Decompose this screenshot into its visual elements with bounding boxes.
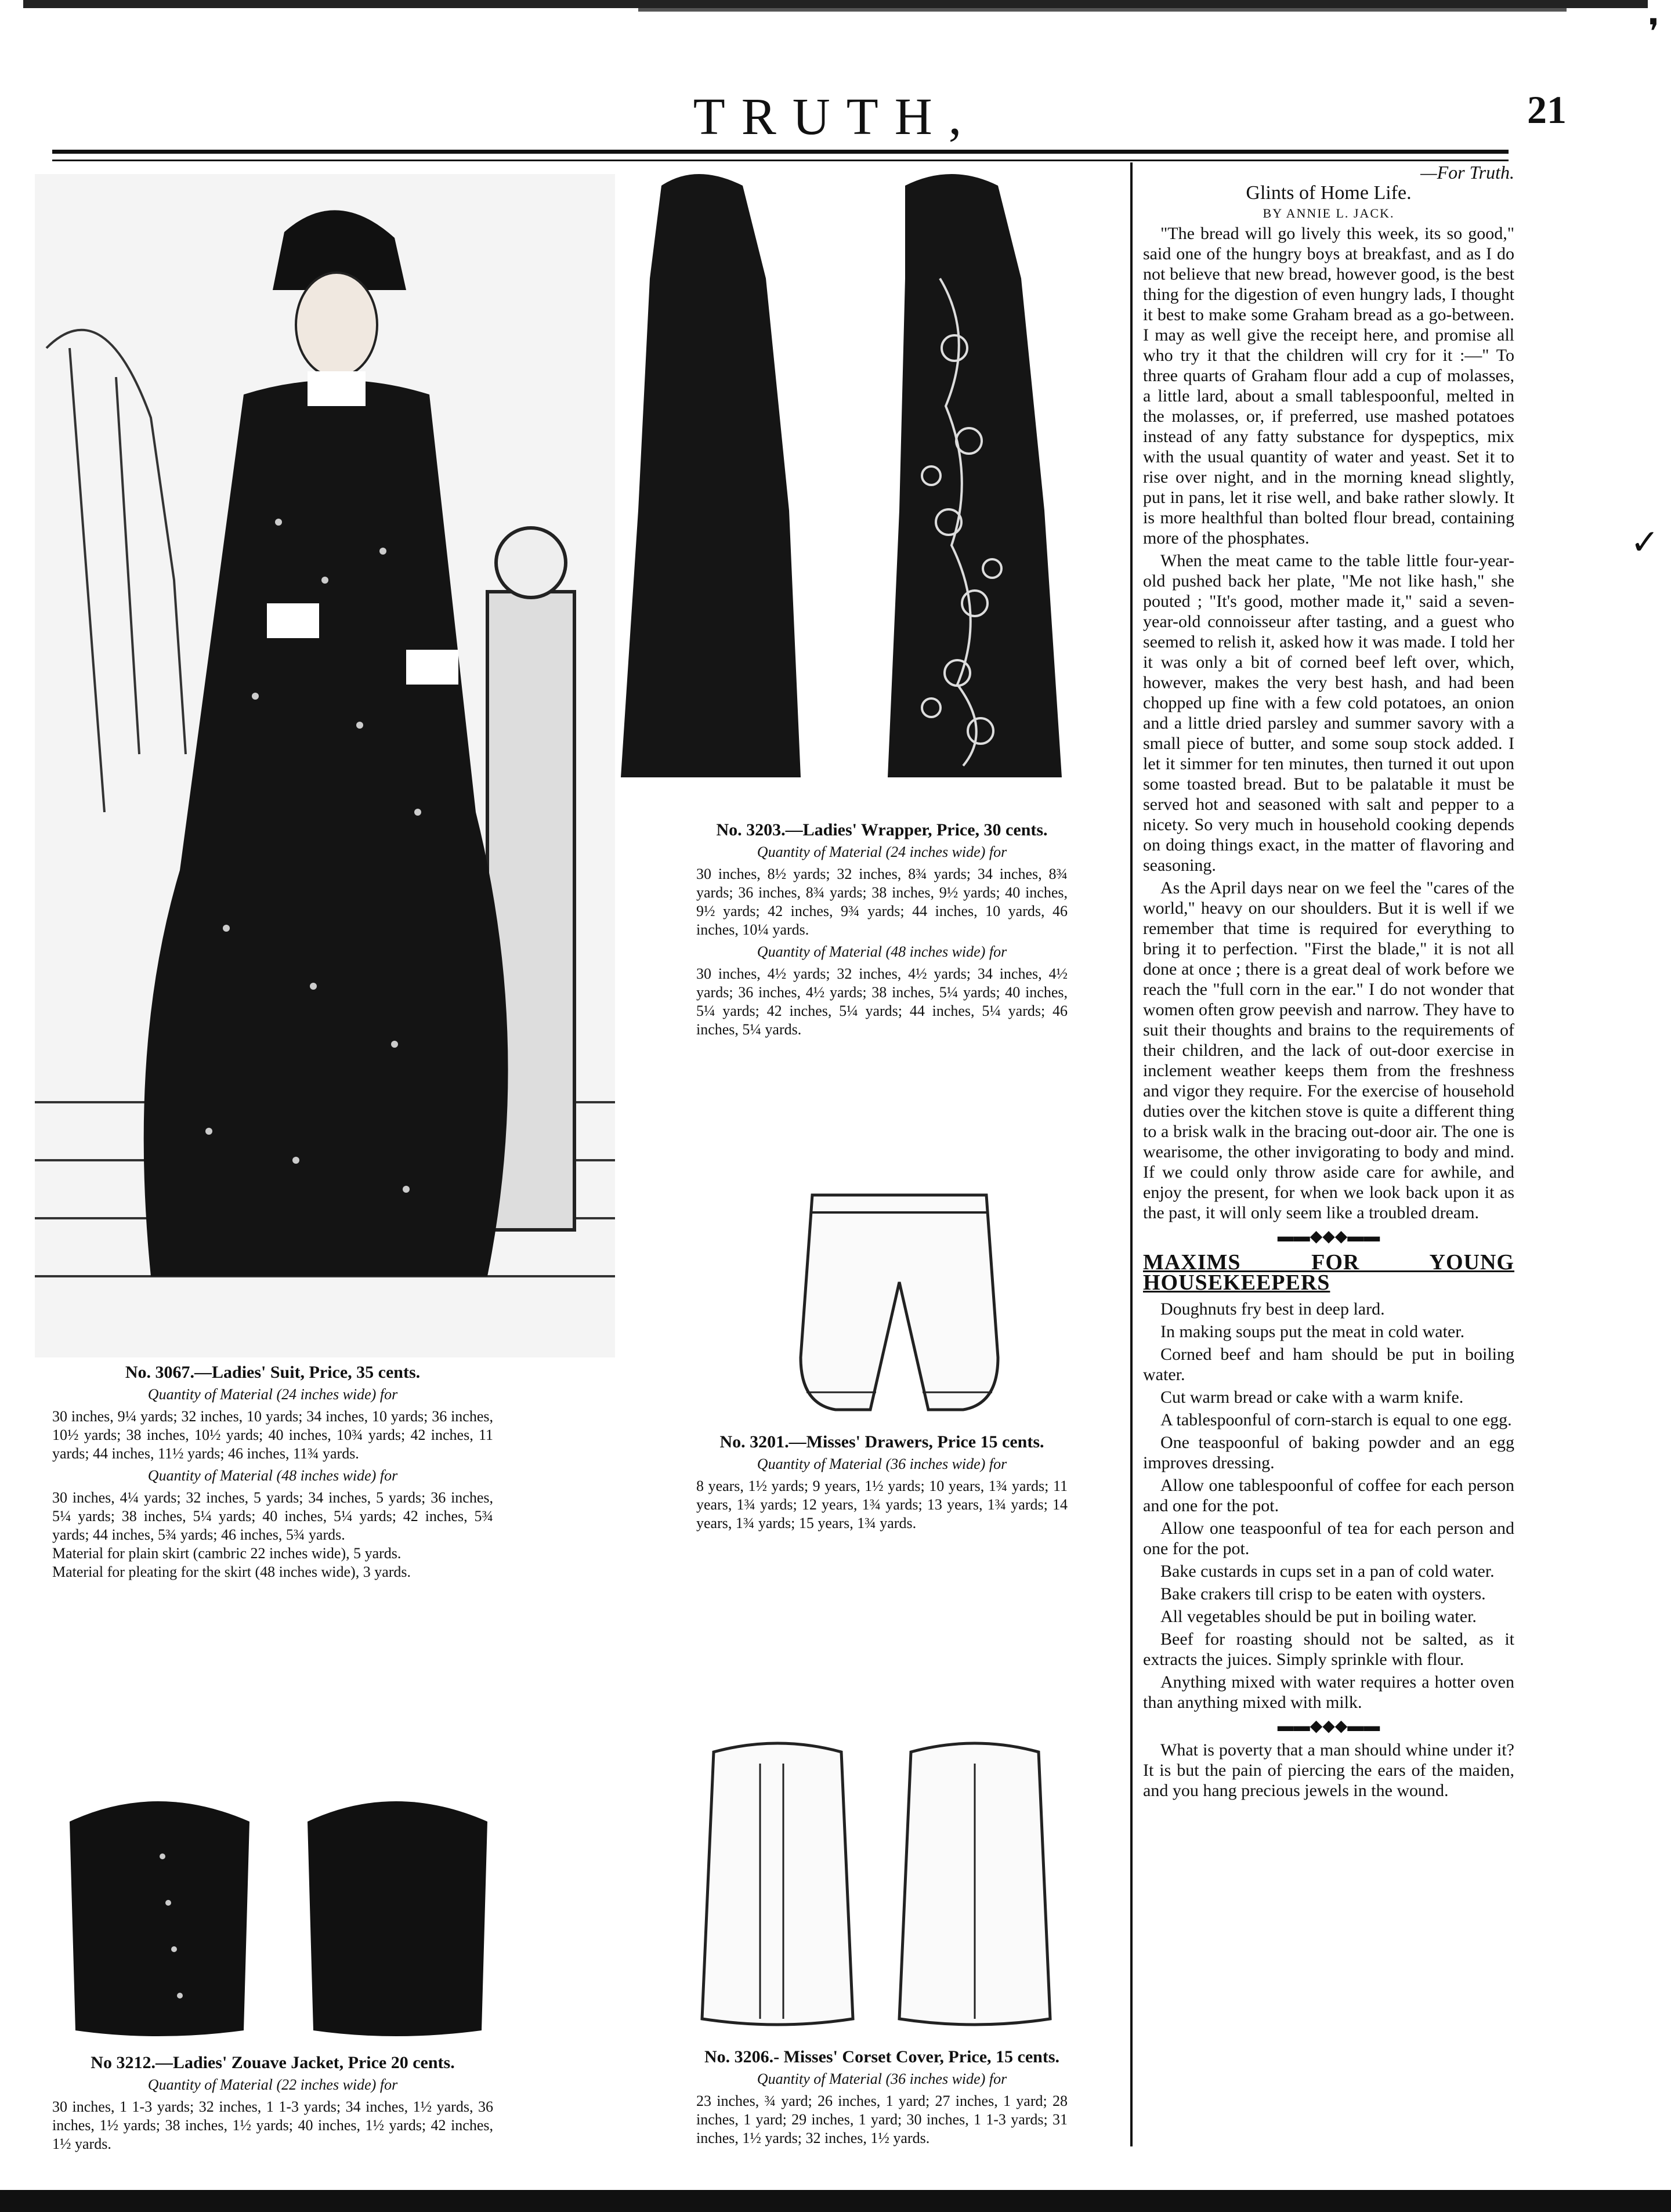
header-rule-thin: [52, 160, 1509, 161]
ladies-suit-qty2: Quantity of Material (48 inches wide) for: [147, 1467, 398, 1484]
maxims-heading: MAXIMS FOR YOUNG HOUSEKEEPERS: [1143, 1250, 1514, 1295]
maxim-item: Beef for roasting should not be salted, as it extracts the juices. Simply sprinkle with flour.: [1143, 1630, 1514, 1669]
article-paragraph-2: When the meat came to the table little four-year-old pushed back her plate, "Me not like hash," she pouted ; "It's good, mother made it," said a seven-year-old connoisseur after tasting, and a guest who seemed to relish it, asked how it was made. I told her it was only a bit of corned beef left over, which, however, makes the very best hash, and had been chopped up fine with a few cold potatoes, an onion and a little dried parsley and summer savory with a small piece of butter, and some soup stock added. I let it simmer for ten minutes, then turned it out upon some toasted bread. But to be palatable it must be served hot and seasoned with salt and pepper to a nicety. So very much in household cooking depends on doing things exact, in the matter of flavoring and seasoning.: [1143, 551, 1514, 875]
misses-drawers-body1: 8 years, 1½ yards; 9 years, 1½ yards; 10 years, 1¾ yards; 11 years, 1¾ yards; 12 years, 1¾ yards; 13 years, 1¾ yards; 14 years, 1¾ yards; 15 years, 1¾ yards.: [696, 1478, 1068, 1532]
top-border: [23, 0, 1648, 8]
maxim-item: Doughnuts fry best in deep lard.: [1160, 1299, 1385, 1319]
ladies-wrapper-illustration: [615, 162, 1131, 818]
maxim-item: Anything mixed with water requires a hotter oven than anything mixed with milk.: [1143, 1672, 1514, 1712]
ladies-suit-body2: 30 inches, 4¼ yards; 32 inches, 5 yards; 34 inches, 5 yards; 36 inches, 5¼ yards; 38 inches, 5¼ yards; 40 inches, 5¼ yards; 42 inches, 5¾ yards; 44 inches, 5¾ yards; 46 inches, 5¾ yards.: [52, 1489, 493, 1543]
closing-paragraph: What is poverty that a man should whine under it? It is but the pain of piercing the ears of the maiden, and you hang precious jewels in the wound.: [1143, 1740, 1514, 1800]
zouave-jacket-body1: 30 inches, 1 1-3 yards; 32 inches, 1 1-3 yards; 34 inches, 1½ yards, 36 inches, 1½ yards; 38 inches, 1½ yards; 40 inches, 1½ yards; 42 inches, 1½ yards.: [52, 2098, 493, 2152]
article-paragraph-3: As the April days near on we feel the "cares of the world," heavy on our shoulders. But it is well if we remember that time is required for everything to bring it to perfection. "First the blade," it is not all done at once ; there is a great deal of work before we reach the "full corn in the ear." I do not wonder that women often grow peevish and narrow. They have to suit their thoughts and brains to the requirements of their children, and the lack of out-door exercise in inclement weather keeps them from the freshness and vigor they require. For the exercise of household duties over the kitchen stove is quite a different thing to a brisk walk in the bracing out-door air. The one is wearisome, the other invigorating to body and mind. If we could only throw aside care for awhile, and enjoy the present, for when we look back upon it as the past, it will only seem like a troubled dream.: [1143, 878, 1514, 1222]
ladies-wrapper-qty1: Quantity of Material (24 inches wide) for: [757, 843, 1007, 860]
ladies-wrapper-title: No. 3203.—Ladies' Wrapper, Price, 30 cents.: [716, 820, 1048, 839]
corset-cover-caption: [696, 2048, 1068, 2148]
top-border-2: [638, 8, 1567, 12]
maxim-item: Allow one teaspoonful of tea for each person and one for the pot.: [1143, 1519, 1514, 1558]
misses-drawers-caption: [696, 1433, 1068, 1533]
zouave-jacket-title: No 3212.—Ladies' Zouave Jacket, Price 20 cents.: [91, 2053, 455, 2072]
ornament-divider: ▬▬◆◆◆▬▬: [1277, 1228, 1380, 1246]
ladies-suit-title: No. 3067.—Ladies' Suit, Price, 35 cents.: [125, 1363, 421, 1382]
masthead: TRUTH,: [693, 88, 978, 146]
margin-mark: ❜: [1648, 13, 1659, 51]
right-column: [1143, 162, 1514, 1803]
maxim-item: Bake crakers till crisp to be eaten with oysters.: [1160, 1584, 1486, 1603]
misses-drawers-title: No. 3201.—Misses' Drawers, Price 15 cents.: [719, 1432, 1044, 1451]
ladies-suit-illustration: [35, 174, 615, 1357]
ladies-suit-body1: 30 inches, 9¼ yards; 32 inches, 10 yards; 34 inches, 10 yards; 36 inches, 10½ yards; 38 inches, 10½ yards; 40 inches, 10¾ yards; 42 inches, 11 yards; 44 inches, 11½ yards; 46 inches, 11¾ yards.: [52, 1408, 493, 1462]
header-rule: [52, 150, 1509, 154]
zouave-jacket-caption: [52, 2054, 493, 2153]
ornament-divider-2: ▬▬◆◆◆▬▬: [1277, 1717, 1380, 1735]
maxim-item: In making soups put the meat in cold water.: [1160, 1322, 1465, 1341]
maxims-list: [1143, 1299, 1514, 1713]
corset-cover-title: No. 3206.- Misses' Corset Cover, Price, 15 cents.: [704, 2047, 1060, 2066]
page-number: 21: [1527, 88, 1567, 132]
corset-cover-qty1: Quantity of Material (36 inches wide) for: [757, 2070, 1007, 2087]
maxim-item: Allow one tablespoonful of coffee for each person and one for the pot.: [1143, 1476, 1514, 1515]
ladies-suit-qty1: Quantity of Material (24 inches wide) for: [147, 1386, 398, 1403]
misses-drawers-qty1: Quantity of Material (36 inches wide) for: [757, 1456, 1007, 1472]
maxim-item: Corned beef and ham should be put in boiling water.: [1143, 1345, 1514, 1384]
ladies-suit-note2: Material for pleating for the skirt (48 inches wide), 3 yards.: [52, 1563, 411, 1580]
corset-cover-body1: 23 inches, ¾ yard; 26 inches, 1 yard; 27 inches, 1 yard; 28 inches, 1 yard; 29 inches, 1 yard; 30 inches, 1 1-3 yards; 31 inches, 1½ yards; 32 inches, 1½ yards.: [696, 2092, 1068, 2146]
misses-drawers-illustration: [777, 1183, 1021, 1427]
ladies-wrapper-caption: [696, 821, 1068, 1039]
article-title: Glints of Home Life.: [1246, 182, 1412, 204]
ladies-wrapper-body2: 30 inches, 4½ yards; 32 inches, 4½ yards; 34 inches, 4½ yards; 36 inches, 4½ yards; 38 inches, 5¼ yards; 40 inches, 5¼ yards; 42 inches, 5¼ yards; 44 inches, 5¼ yards; 46 inches, 5¼ yards.: [696, 965, 1068, 1038]
maxim-item: Cut warm bread or cake with a warm knife.: [1160, 1388, 1464, 1407]
article-byline: BY ANNIE L. JACK.: [1263, 206, 1395, 220]
article-credit: —For Truth.: [1420, 162, 1514, 183]
zouave-jacket-illustration: [58, 1787, 499, 2042]
bottom-border: [0, 2190, 1671, 2212]
ladies-wrapper-qty2: Quantity of Material (48 inches wide) for: [757, 943, 1007, 960]
article-paragraph-1: "The bread will go lively this week, its so good," said one of the hungry boys at breakfast, and as I do not believe that new bread, however good, is the best thing for the digestion of even hungry lads, I thought it best to make some Graham bread as a go-between. I may as well give the receipt here, and promise all who try it that the children will cry for it :—" To three quarts of Graham flour add a cup of molasses, a little lard, about a small tablespoonful, melted in the molasses, or, if preferred, use mashed potatoes instead of any fatty substance for dyspeptics, mix with the usual quantity of water and yeast. Set it to rise over night, and in the morning knead slightly, put in pans, let it rise well, and bake rather slowly. It is more healthful than bolted flour bread, containing more of the phosphates.: [1143, 224, 1514, 548]
maxim-item: All vegetables should be put in boiling water.: [1160, 1607, 1477, 1626]
ladies-suit-caption: [52, 1363, 493, 1581]
zouave-jacket-qty1: Quantity of Material (22 inches wide) for: [147, 2076, 398, 2093]
maxim-item: A tablespoonful of corn-starch is equal to one egg.: [1160, 1410, 1512, 1429]
ladies-suit-note1: Material for plain skirt (cambric 22 inches wide), 5 yards.: [52, 1545, 402, 1562]
ladies-wrapper-body1: 30 inches, 8½ yards; 32 inches, 8¾ yards; 34 inches, 8¾ yards; 36 inches, 8¾ yards; 38 inches, 9½ yards; 40 inches, 9½ yards; 42 inches, 9¾ yards; 44 inches, 10 yards, 46 inches, 10¼ yards.: [696, 866, 1068, 938]
maxim-item: One teaspoonful of baking powder and an egg improves dressing.: [1143, 1433, 1514, 1472]
margin-mark-2: ✓: [1630, 523, 1659, 562]
corset-cover-illustration: [696, 1740, 1068, 2042]
maxim-item: Bake custards in cups set in a pan of cold water.: [1160, 1562, 1495, 1581]
